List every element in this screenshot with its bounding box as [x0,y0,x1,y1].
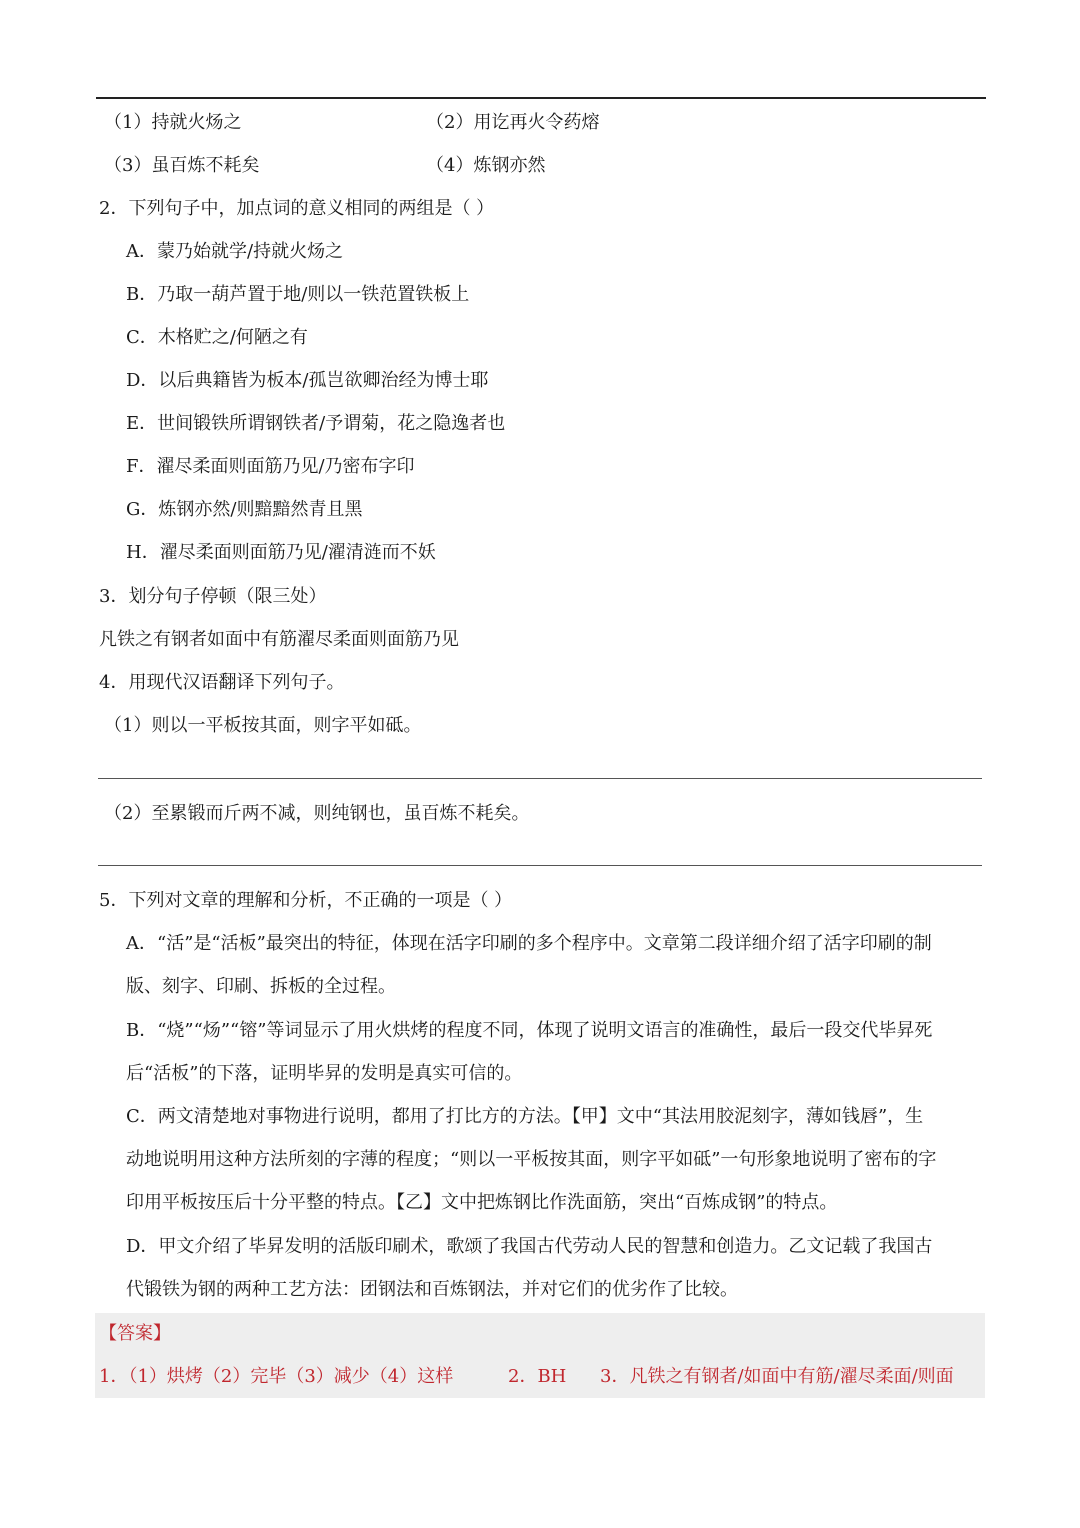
q5-stem: 5．下列对文章的理解和分析，不正确的一项是（ ） [99,890,513,911]
q2-option-h: H．濯尽柔面则面筋乃见/濯清涟而不妖 [126,542,436,563]
q2-option-c: C．木格贮之/何陋之有 [126,327,308,348]
q2-option-e: E．世间锻铁所谓钢铁者/予谓菊，花之隐逸者也 [126,413,506,434]
answer-2: 2．BH [508,1366,567,1387]
q2-option-d: D．以后典籍皆为板本/孤岂欲卿治经为博士耶 [126,370,489,391]
q1-item-2: （2）用讫再火令药熔 [426,112,600,133]
q2-option-f: F．濯尽柔面则面筋乃见/乃密布字印 [126,456,415,477]
q5-option-b-line-1: B．“烧”“炀”“镕”等词显示了用火烘烤的程度不同，体现了说明文语言的准确性，最后一段交代毕昇死 [126,1020,933,1041]
q3-stem: 3．划分句子停顿（限三处） [99,586,327,607]
q1-item-4: （4）炼钢亦然 [426,155,546,176]
q5-option-d-line-2: 代锻铁为钢的两种工艺方法：团钢法和百炼钢法，并对它们的优劣作了比较。 [126,1279,738,1300]
q1-item-3: （3）虽百炼不耗矣 [104,155,260,176]
header-rule [96,97,986,99]
q5-option-b-line-2: 后“活板”的下落，证明毕昇的发明是真实可信的。 [126,1063,523,1084]
q4-stem: 4．用现代汉语翻译下列句子。 [99,672,345,693]
q4-sentence-2: （2）至累锻而斤两不减，则纯钢也，虽百炼不耗矣。 [104,803,530,824]
q5-option-c-line-3: 印用平板按压后十分平整的特点。【乙】文中把炼钢比作洗面筋，突出“百炼成钢”的特点。 [126,1192,838,1213]
q2-option-g: G．炼钢亦然/则黯黯然青且黑 [126,499,363,520]
q5-option-c-line-1: C．两文清楚地对事物进行说明，都用了打比方的方法。【甲】文中“其法用胶泥刻字，薄如钱唇”，生 [126,1106,924,1127]
q1-item-1: （1）持就火炀之 [104,112,242,133]
q2-stem: 2．下列句子中，加点词的意义相同的两组是（ ） [99,198,495,219]
answer-3: 3．凡铁之有钢者/如面中有筋/濯尽柔面/则面 [600,1366,954,1387]
q5-option-a-line-1: A．“活”是“活板”最突出的特征，体现在活字印刷的多个程序中。文章第二段详细介绍了活字印刷的制 [126,933,932,954]
q5-option-c-line-2: 动地说明用这种方法所刻的字薄的程度；“则以一平板按其面，则字平如砥”一句形象地说明了密布的字 [126,1149,937,1170]
q4-answer-line-1 [98,778,982,779]
q2-option-b: B．乃取一葫芦置于地/则以一铁范置铁板上 [126,284,470,305]
q3-sentence: 凡铁之有钢者如面中有筋濯尽柔面则面筋乃见 [99,629,459,650]
answer-heading: 【答案】 [99,1323,171,1344]
q5-option-d-line-1: D．甲文介绍了毕昇发明的活版印刷术，歌颂了我国古代劳动人民的智慧和创造力。乙文记载了我国古 [126,1236,933,1257]
q2-option-a: A．蒙乃始就学/持就火炀之 [126,241,344,262]
q4-answer-line-2 [98,865,982,866]
q4-sentence-1: （1）则以一平板按其面，则字平如砥。 [104,715,422,736]
q5-option-a-line-2: 版、刻字、印刷、拆板的全过程。 [126,976,396,997]
answer-1: 1．（1）烘烤（2）完毕（3）减少（4）这样 [99,1366,454,1387]
